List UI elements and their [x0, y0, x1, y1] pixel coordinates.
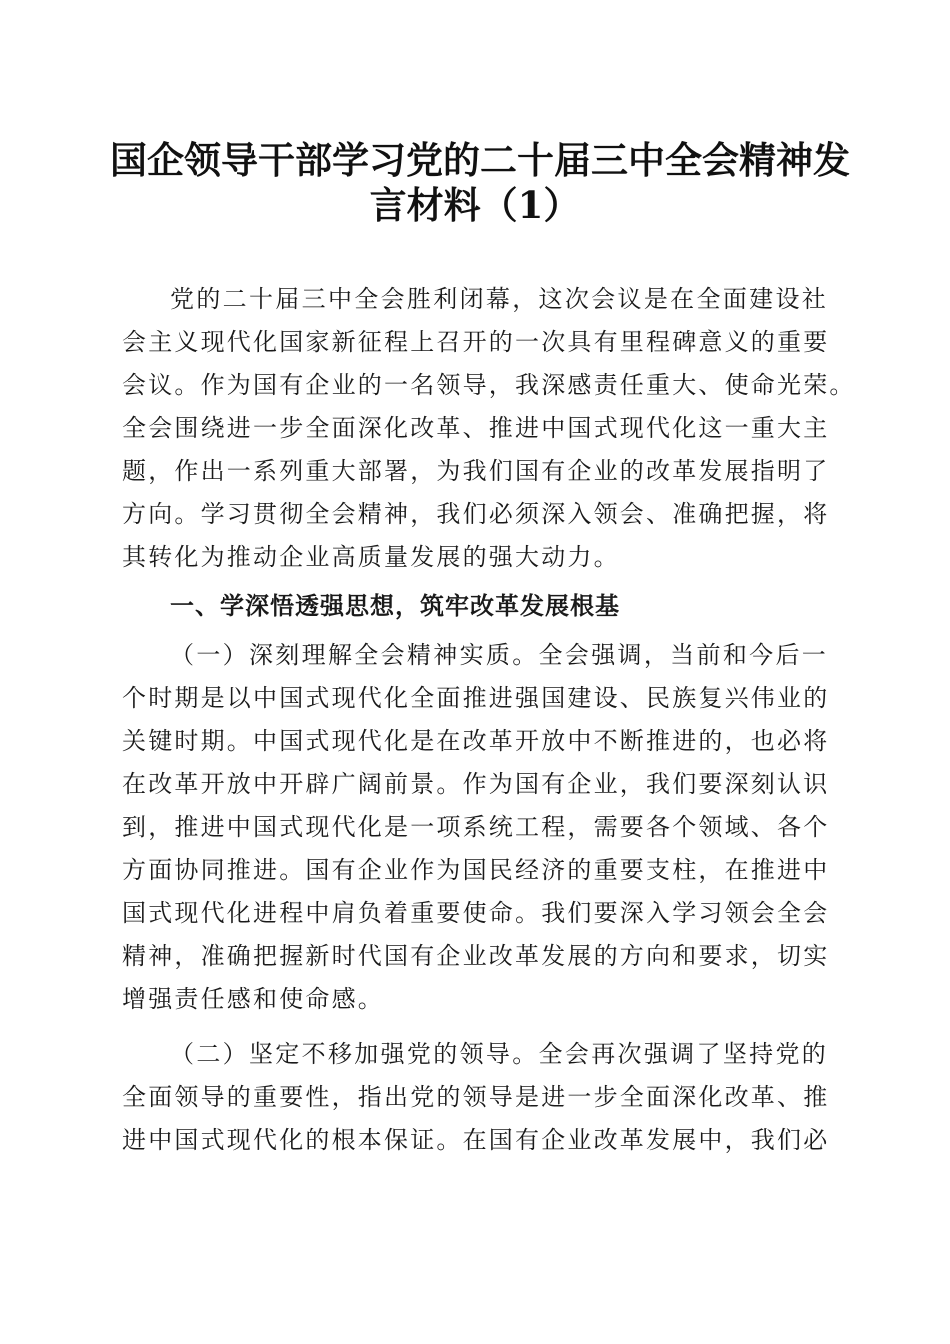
paragraph-line: 党的二十届三中全会胜利闭幕，这次会议是在全面建设社 [170, 285, 828, 313]
paragraph-line: 全面领导的重要性，指出党的领导是进一步全面深化改革、推 [122, 1083, 830, 1111]
document-title-line-2: 言材料（1） [369, 183, 581, 227]
paragraph-line: 个时期是以中国式现代化全面推进强国建设、民族复兴伟业的 [122, 684, 830, 712]
paragraph-line: 关键时期。中国式现代化是在改革开放中不断推进的，也必将 [122, 727, 830, 755]
paragraph-line: 会主义现代化国家新征程上召开的一次具有里程碑意义的重要 [122, 328, 830, 356]
paragraph-line: 在改革开放中开辟广阔前景。作为国有企业，我们要深刻认识 [122, 770, 830, 798]
paragraph-line: （二）坚定不移加强党的领导。全会再次强调了坚持党的 [170, 1040, 828, 1068]
paragraph-line: 题，作出一系列重大部署，为我们国有企业的改革发展指明了 [122, 457, 830, 485]
paragraph-line: 全会围绕进一步全面深化改革、推进中国式现代化这一重大主 [122, 414, 830, 442]
paragraph-line: 精神，准确把握新时代国有企业改革发展的方向和要求，切实 [122, 942, 830, 970]
paragraph-line: 方面协同推进。国有企业作为国民经济的重要支柱，在推进中 [122, 856, 830, 884]
paragraph-line: 方向。学习贯彻全会精神，我们必须深入领会、准确把握，将 [122, 500, 830, 528]
paragraph-line: 进中国式现代化的根本保证。在国有企业改革发展中，我们必 [122, 1126, 830, 1154]
paragraph-line: 增强责任感和使命感。 [122, 985, 384, 1013]
section-heading: 一、学深悟透强思想，筑牢改革发展根基 [170, 592, 620, 620]
paragraph-line: 国式现代化进程中肩负着重要使命。我们要深入学习领会全会 [122, 899, 830, 927]
paragraph-line: 其转化为推动企业高质量发展的强大动力。 [122, 543, 620, 571]
paragraph-line: 到，推进中国式现代化是一项系统工程，需要各个领域、各个 [122, 813, 830, 841]
paragraph-line: （一）深刻理解全会精神实质。全会强调，当前和今后一 [170, 641, 828, 669]
paragraph-line: 会议。作为国有企业的一名领导，我深感责任重大、使命光荣。 [122, 371, 856, 399]
document-title-line-1: 国企领导干部学习党的二十届三中全会精神发 [110, 138, 850, 182]
